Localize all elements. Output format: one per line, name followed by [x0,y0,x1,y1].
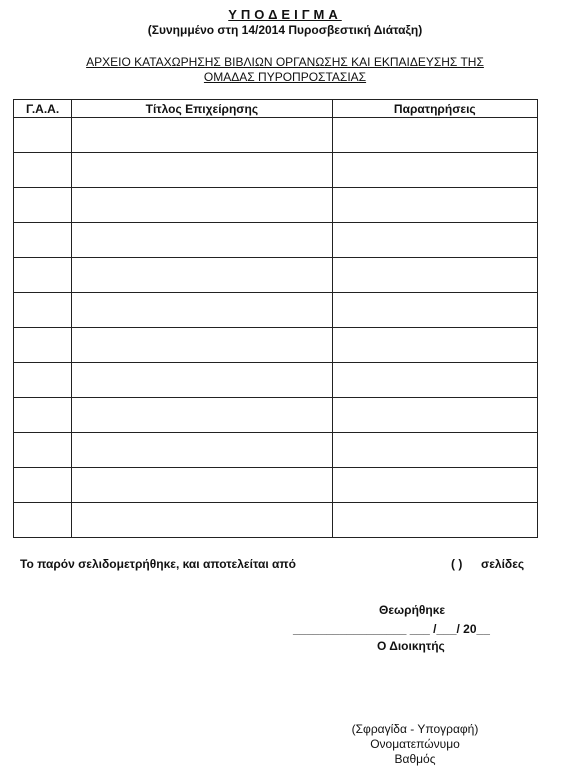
cell-remarks [332,503,537,538]
cell-business-title [72,153,332,188]
cell-gaa [14,153,72,188]
heading-line-2: ΟΜΑΔΑΣ ΠΥΡΟΠΡΟΣΤΑΣΙΑΣ [203,70,367,84]
document-subtitle: (Συνημμένο στη 14/2014 Πυροσβεστική Διάταξη) [147,23,423,37]
column-header-business-title: Τίτλος Επιχείρησης [72,100,332,118]
cell-gaa [14,258,72,293]
cell-remarks [332,328,537,363]
cell-remarks [332,433,537,468]
document-heading [20,55,550,85]
cell-business-title [72,468,332,503]
table-row [14,433,538,468]
commander-label: Ο Διοικητής [377,639,445,653]
signature-block [300,722,530,767]
cell-remarks [332,468,537,503]
cell-remarks [332,293,537,328]
approved-label: Θεωρήθηκε [379,603,446,617]
table-row [14,503,538,538]
registry-table [13,99,538,538]
cell-business-title [72,293,332,328]
column-header-remarks: Παρατηρήσεις [332,100,537,118]
heading-line-1: ΑΡΧΕΙΟ ΚΑΤΑΧΩΡΗΣΗΣ ΒΙΒΛΙΩΝ ΟΡΓΑΝΩΣΗΣ ΚΑΙ ΕΚΠΑΙΔΕΥΣΗΣ ΤΗΣ [86,55,484,69]
table-row [14,363,538,398]
cell-business-title [72,398,332,433]
cell-remarks [332,363,537,398]
cell-remarks [332,153,537,188]
table-row [14,258,538,293]
date-signature-line: _________________ ___ /___/ 20__ [293,622,490,636]
pagination-statement: Το παρόν σελιδομετρήθηκε, και αποτελείται από [20,557,296,571]
table-row [14,153,538,188]
table-body [14,118,538,538]
table-row [14,398,538,433]
column-header-gaa: Γ.Α.Α. [14,100,72,118]
cell-remarks [332,223,537,258]
table-row [14,468,538,503]
cell-gaa [14,188,72,223]
cell-gaa [14,363,72,398]
cell-business-title [72,433,332,468]
cell-business-title [72,118,332,153]
cell-gaa [14,328,72,363]
page-count-blank: ( ) [451,557,463,571]
cell-remarks [332,398,537,433]
cell-gaa [14,398,72,433]
pages-word: σελίδες [481,557,525,571]
cell-remarks [332,118,537,153]
cell-business-title [72,258,332,293]
cell-business-title [72,363,332,398]
table-row [14,118,538,153]
table-row [14,223,538,258]
document-title: ΥΠΟΔΕΙΓΜΑ [228,7,342,22]
cell-gaa [14,118,72,153]
cell-gaa [14,503,72,538]
full-name-label: Ονοματεπώνυμο [370,737,460,751]
table-row [14,293,538,328]
table-row [14,188,538,223]
stamp-signature-label: (Σφραγίδα - Υπογραφή) [351,722,479,736]
table-header-row [14,100,538,118]
rank-label: Βαθμός [394,752,436,766]
cell-gaa [14,433,72,468]
cell-gaa [14,293,72,328]
cell-business-title [72,223,332,258]
cell-business-title [72,503,332,538]
table-row [14,328,538,363]
cell-remarks [332,188,537,223]
cell-gaa [14,468,72,503]
cell-remarks [332,258,537,293]
cell-business-title [72,328,332,363]
cell-gaa [14,223,72,258]
cell-business-title [72,188,332,223]
